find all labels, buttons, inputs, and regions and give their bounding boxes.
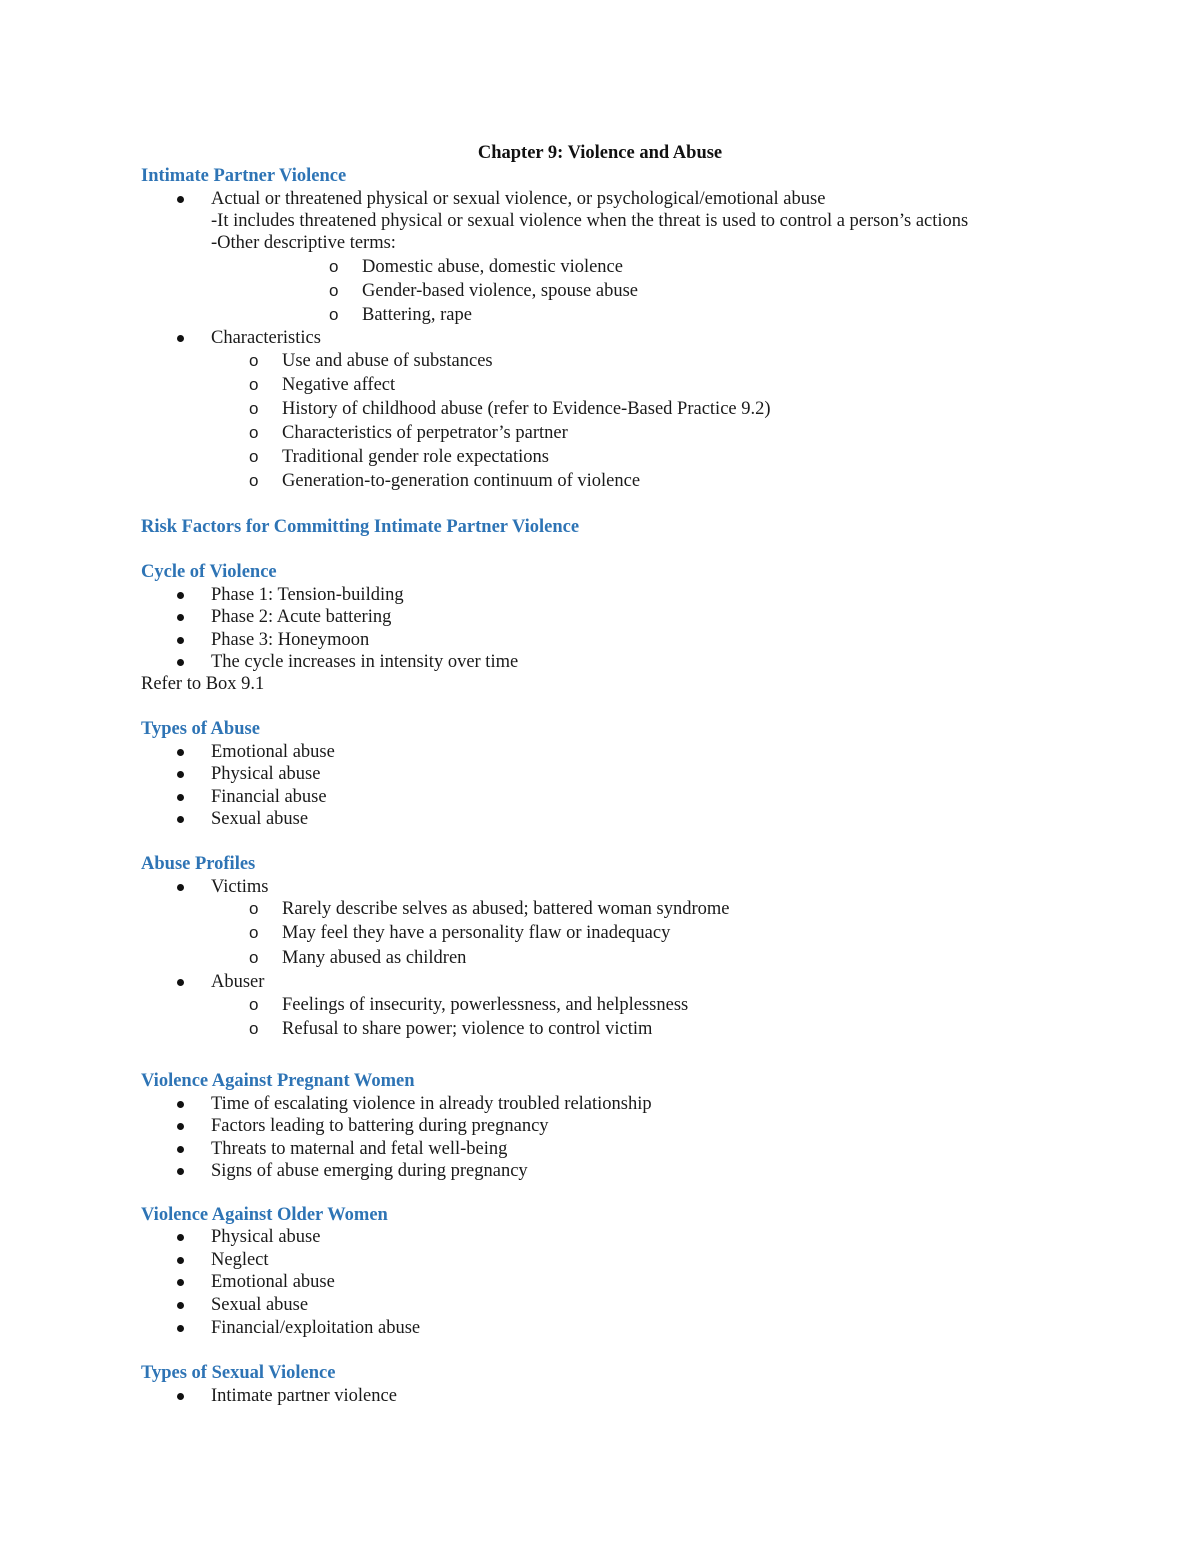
note-line: Refer to Box 9.1 [141, 674, 265, 694]
sub-list-item: o Negative affect [282, 374, 395, 396]
note-line: -It includes threatened physical or sexual violence when the threat is used to control a person’s actions [211, 211, 969, 231]
list-item: Emotional abuse [211, 1272, 335, 1292]
list-item: The cycle increases in intensity over time [211, 652, 519, 672]
sub-list-item: o Many abused as children [282, 947, 466, 969]
list-item: Factors leading to battering during pregnancy [211, 1116, 549, 1136]
sub-list-item: o History of childhood abuse (refer to Evidence-Based Practice 9.2) [282, 398, 771, 420]
sub-list-item: o Rarely describe selves as abused; battered woman syndrome [282, 898, 729, 920]
section-heading-older-women: Violence Against Older Women [141, 1205, 388, 1225]
list-item: Physical abuse [211, 1227, 321, 1247]
list-item: Abuser [211, 972, 265, 992]
list-item: Neglect [211, 1250, 269, 1270]
section-heading-ipv: Intimate Partner Violence [141, 166, 347, 186]
page-title: Chapter 9: Violence and Abuse [477, 143, 723, 163]
section-heading-sexual-violence: Types of Sexual Violence [141, 1363, 336, 1383]
section-heading-types-of-abuse: Types of Abuse [141, 719, 260, 739]
sub-list-item: o Use and abuse of substances [282, 350, 493, 372]
list-item: Phase 2: Acute battering [211, 607, 392, 627]
section-heading-cycle: Cycle of Violence [141, 562, 277, 582]
sub-list-item: o Battering, rape [362, 304, 472, 326]
section-heading-abuse-profiles: Abuse Profiles [141, 854, 256, 874]
list-item: Sexual abuse [211, 809, 309, 829]
list-item: Phase 3: Honeymoon [211, 630, 370, 650]
list-item: Time of escalating violence in already troubled relationship [211, 1094, 652, 1114]
section-heading-pregnant-women: Violence Against Pregnant Women [141, 1071, 415, 1091]
list-item: Sexual abuse [211, 1295, 309, 1315]
sub-list-item: o Feelings of insecurity, powerlessness, and helplessness [282, 994, 688, 1016]
list-item: Threats to maternal and fetal well-being [211, 1139, 508, 1159]
list-item: Financial/exploitation abuse [211, 1318, 421, 1338]
list-item: Physical abuse [211, 764, 321, 784]
note-line: -Other descriptive terms: [211, 233, 396, 253]
list-item: Actual or threatened physical or sexual violence, or psychological/emotional abuse [211, 189, 826, 209]
list-item: Phase 1: Tension-building [211, 585, 404, 605]
sub-list-item: o Gender-based violence, spouse abuse [362, 280, 638, 302]
section-heading-risk-factors: Risk Factors for Committing Intimate Partner Violence [141, 517, 580, 537]
list-item: Characteristics [211, 328, 321, 348]
sub-list-item: o Refusal to share power; violence to control victim [282, 1018, 652, 1040]
list-item: Emotional abuse [211, 742, 335, 762]
sub-list-item: o Traditional gender role expectations [282, 446, 549, 468]
sub-list-item: o Generation-to-generation continuum of violence [282, 470, 640, 492]
sub-list-item: o Domestic abuse, domestic violence [362, 256, 623, 278]
sub-list-item: o May feel they have a personality flaw or inadequacy [282, 922, 670, 944]
list-item: Financial abuse [211, 787, 327, 807]
list-item: Signs of abuse emerging during pregnancy [211, 1161, 528, 1181]
list-item: Intimate partner violence [211, 1386, 397, 1406]
sub-list-item: o Characteristics of perpetrator’s partner [282, 422, 568, 444]
list-item: Victims [211, 877, 269, 897]
